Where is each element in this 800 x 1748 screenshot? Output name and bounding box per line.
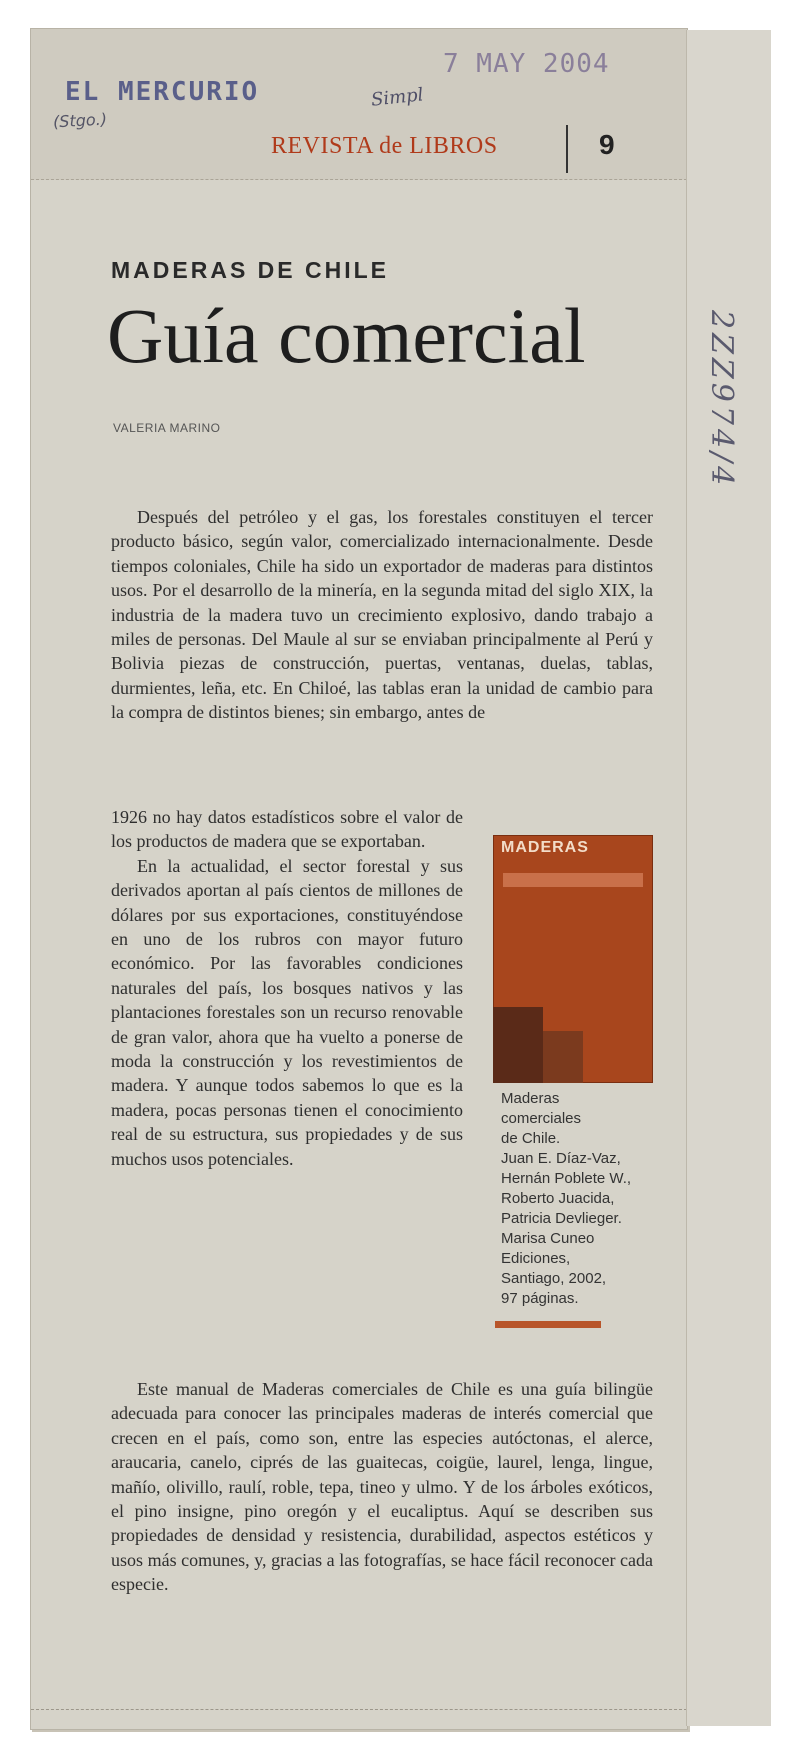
caption-line: Roberto Juacida, xyxy=(501,1190,615,1207)
caption-line: Marisa Cuneo xyxy=(501,1230,595,1247)
archive-margin-strip xyxy=(686,30,771,1726)
caption-line: Hernán Poblete W., xyxy=(501,1170,632,1187)
article-byline: VALERIA MARINO xyxy=(113,421,221,435)
handwritten-archive-number: 2ZZ974/4 xyxy=(704,310,739,490)
caption-line: Maderas xyxy=(501,1090,560,1107)
article-headline: Guía comercial xyxy=(107,292,586,379)
article-body-narrow-column xyxy=(111,805,463,1171)
page-number: 9 xyxy=(599,129,615,160)
article-body-top xyxy=(111,505,653,725)
book-cover-image xyxy=(493,835,653,1083)
header-divider xyxy=(566,125,568,173)
article-paragraph-1-continued: 1926 no hay datos estadísticos sobre el valor de los productos de madera que se exportaban. xyxy=(111,807,463,852)
article-body-bottom xyxy=(111,1377,653,1597)
newspaper-name-stamp: EL MERCURIO xyxy=(65,77,260,107)
caption-line: comerciales xyxy=(501,1110,582,1127)
book-cover-title: MADERAS xyxy=(501,839,589,856)
caption-line: Juan E. Díaz-Vaz, xyxy=(501,1150,621,1167)
caption-line: 97 páginas. xyxy=(501,1290,579,1307)
caption-line: de Chile. xyxy=(501,1130,561,1147)
caption-line: Santiago, 2002, xyxy=(501,1270,607,1287)
date-stamp: 7 MAY 2004 xyxy=(443,49,610,79)
article-paragraph-2: En la actualidad, el sector forestal y sus derivados aportan al país cientos de millones de dólares por sus exportaciones, constituyéndose en uno de los rubros con mayor futuro económico. Por las favorables condiciones naturales del país, los bosques nativos y las plantaciones forestales son un recurso renovable de gran valor, ahora que ha vuelto a ponerse de moda la construcción y los revestimientos de madera. Y aunque todos sabemos lo que es la madera, pocas personas tienen el conocimiento real de su estructura, sus propiedades y de sus muchos usos potenciales. xyxy=(111,855,463,1169)
book-cover-graphic xyxy=(493,1007,543,1083)
article-paragraph-1: Después del petróleo y el gas, los forestales constituyen el tercer producto básico, según valor, comercializado internacionalmente. Desde tiempos coloniales, Chile ha sido un exportador de maderas para distintos usos. Por el desarrollo de la minería, en la segunda mitad del siglo XIX, la industria de la madera tuvo un crecimiento explosivo, dando trabajo a miles de personas. Del Maule al sur se enviaban principalmente al Perú y Bolivia piezas de construcción, puertas, ventanas, duelas, tablas, durmientes, leña, etc. En Chiloé, las tablas eran la unidad de cambio para la compra de distintos bienes; sin embargo, antes de xyxy=(111,507,653,723)
caption-line: Patricia Devlieger. xyxy=(501,1210,622,1227)
article-kicker: MADERAS DE CHILE xyxy=(111,257,390,283)
section-title: REVISTA de LIBROS xyxy=(271,133,498,159)
caption-line: Ediciones, xyxy=(501,1250,571,1267)
handwritten-annotation: Simpl xyxy=(370,84,425,111)
clipping-bottom-edge xyxy=(31,1709,687,1710)
book-cover-graphic xyxy=(543,1031,583,1083)
book-cover-subtitle-band xyxy=(503,873,643,887)
handwritten-city-note: (Stgo.) xyxy=(52,109,108,132)
caption-accent-rule xyxy=(495,1321,601,1328)
book-caption xyxy=(501,1089,651,1309)
article-paragraph-3: Este manual de Maderas comerciales de Chile es una guía bilingüe adecuada para conocer las principales maderas de interés comercial que crecen en el país, como son, entre las especies autóctonas, el alerce, araucaria, canelo, ciprés de las guaitecas, coigüe, laurel, lenga, lingue, mañío, olivillo, raulí, roble, tepa, tineo y ulmo. Y de los árboles exóticos, el pino insigne, pino oregón y el eucaliptus. Aquí se describen sus propiedades de densidad y resistencia, durabilidad, aspectos estéticos y usos más comunes, y, gracias a las fotografías, se hace fácil reconocer cada especie. xyxy=(111,1379,653,1595)
newspaper-clipping xyxy=(30,28,688,1730)
